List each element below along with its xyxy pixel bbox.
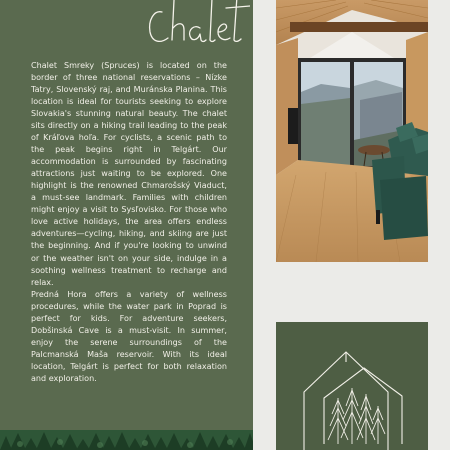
house-with-spruce-trees-icon — [276, 322, 428, 450]
forest-photo-strip — [0, 430, 253, 450]
forest-treetops-image — [0, 430, 253, 450]
chalet-script-title — [140, 0, 250, 54]
living-room-illustration — [276, 0, 428, 262]
paragraph-2: Predná Hora offers a variety of wellness procedures, while the water park in Poprad is perfect for kids. For adventure seekers, Dobšinská Cave is a must-visit. In summer, enjoy the serene surroundings of the Palcmanská Maša reservoir. With its ideal location, Telgárt is perfect for both relaxation and exploration. — [31, 289, 227, 383]
description-text — [31, 60, 227, 385]
interior-photo — [276, 0, 428, 262]
paragraph-1: Chalet Smreky (Spruces) is located on the border of three national reservations – Nízke Tatry, Slovenský raj, and Muránska Planina. This location is ideal for tourists seeking to explore Slovakia's stunning natural beauty. The chalet sits directly on a hiking trail leading to the peak of Kráľova hoľa. For cyclists, a scenic path to the peak begins right in Telgárt. Our accommodation is surrounded by fascinating attractions just waiting to be explored. One highlight is the renowned Chmarošský Viaduct, a must-see landmark. Families with children might enjoy a visit to Sysľovisko. For those who love active holidays, the area offers endless adventures—cycling, hiking, and skiing are just the beginning. And if you're looking to unwind or the weather isn't on your side, indulge in a soothing wellness treatment to recharge and relax. — [31, 61, 227, 287]
logo-card — [276, 322, 428, 450]
chalet-title-lettering — [140, 0, 250, 54]
